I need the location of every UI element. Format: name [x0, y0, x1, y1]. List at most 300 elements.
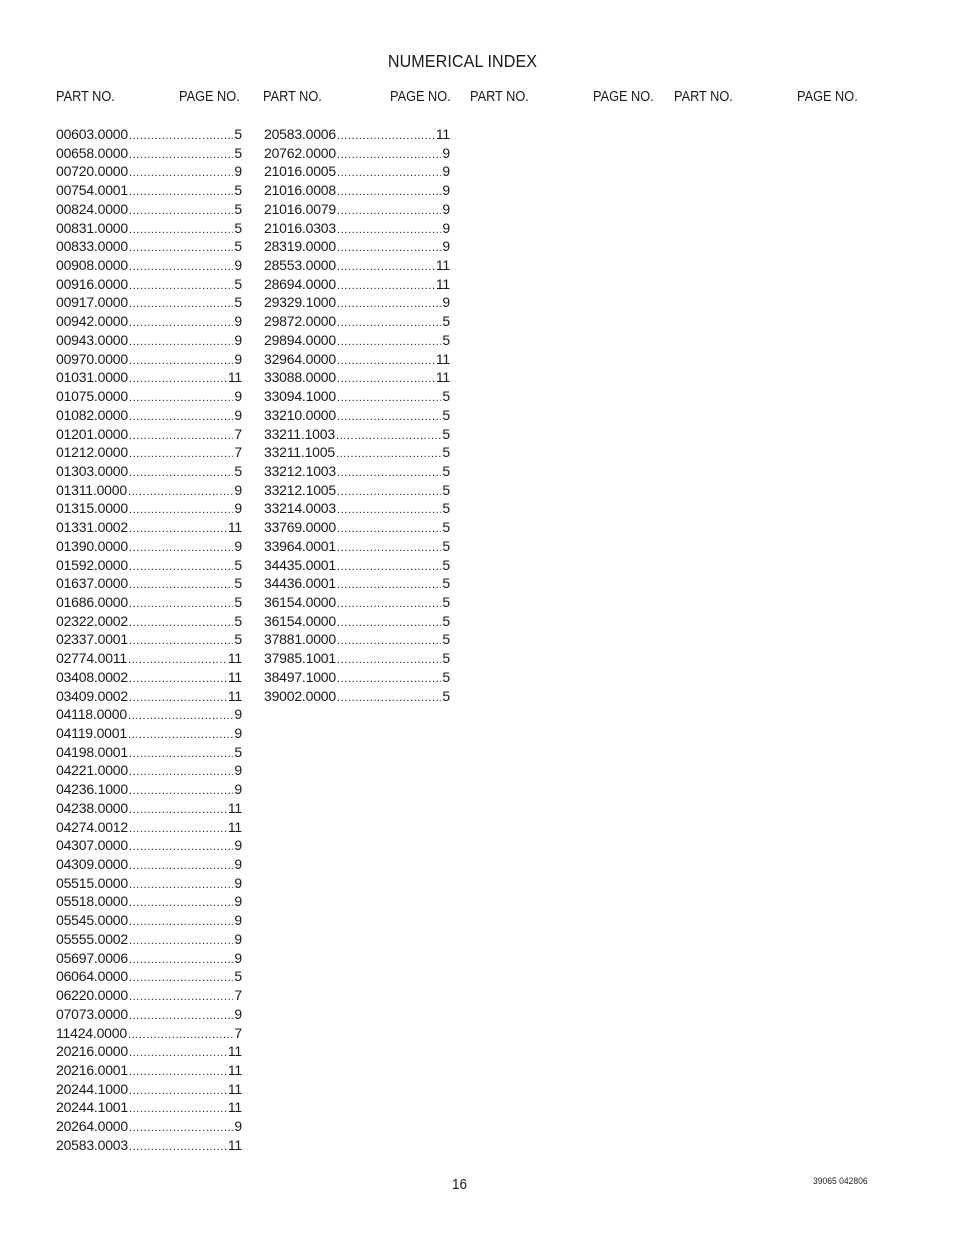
- dot-leader: [129, 932, 233, 949]
- page-number-ref: 9: [234, 856, 242, 873]
- dot-leader: [128, 707, 233, 724]
- page-number-ref: 9: [234, 406, 242, 423]
- part-number: 04118.0000: [56, 706, 127, 723]
- dot-leader: [336, 427, 441, 444]
- page-number-ref: 11: [227, 650, 242, 667]
- page-number-ref: 9: [442, 200, 450, 217]
- dot-leader: [337, 520, 441, 537]
- page-number-ref: 11: [227, 1043, 242, 1060]
- dot-leader: [129, 951, 233, 968]
- part-number: 20216.0000: [56, 1043, 128, 1060]
- dot-leader: [129, 689, 227, 706]
- part-number: 01212.0000: [56, 444, 128, 461]
- page-number-ref: 5: [442, 668, 450, 685]
- index-row: [264, 350, 450, 369]
- index-row: [56, 836, 242, 855]
- part-number: 04198.0001: [56, 743, 128, 760]
- page-number-ref: 5: [234, 182, 242, 199]
- page-number-ref: 5: [234, 593, 242, 610]
- dot-leader: [337, 295, 441, 312]
- page-number-ref: 5: [442, 462, 450, 479]
- page-number-ref: 11: [435, 350, 450, 367]
- index-row: [56, 724, 242, 743]
- page-number-ref: 9: [442, 238, 450, 255]
- dot-leader: [129, 1007, 233, 1024]
- dot-leader: [337, 146, 441, 163]
- index-row: [264, 181, 450, 200]
- part-number: 04274.0012: [56, 818, 128, 835]
- index-row: [56, 425, 242, 444]
- part-number: 20583.0003: [56, 1136, 128, 1153]
- part-number: 33212.1005: [264, 481, 336, 498]
- page-number-ref: 11: [227, 668, 242, 685]
- part-number: 04236.1000: [56, 781, 128, 798]
- page-number-ref: 7: [234, 425, 242, 442]
- dot-leader: [337, 370, 435, 387]
- page-number-ref: 11: [435, 126, 450, 142]
- dot-leader: [129, 558, 233, 575]
- index-row: [264, 425, 450, 444]
- dot-leader: [337, 183, 441, 200]
- dot-leader: [129, 1100, 227, 1117]
- page-number-ref: 5: [442, 537, 450, 554]
- page-number-ref: 9: [234, 930, 242, 947]
- part-number: 02774.0011: [56, 650, 127, 667]
- part-number: 05697.0006: [56, 949, 128, 966]
- dot-leader: [129, 202, 233, 219]
- page-title: NUMERICAL INDEX: [387, 51, 538, 71]
- dot-leader: [129, 1063, 227, 1080]
- index-row: [56, 350, 242, 369]
- page-number-ref: 5: [442, 500, 450, 517]
- index-column-2: [264, 125, 450, 705]
- header-page-no-2: PAGE NO.: [390, 89, 451, 105]
- page-number-ref: 9: [442, 294, 450, 311]
- part-number: 00943.0000: [56, 331, 128, 348]
- dot-leader: [129, 670, 227, 687]
- part-number: 05518.0000: [56, 893, 128, 910]
- index-row: [56, 687, 242, 706]
- part-number: 00720.0000: [56, 163, 128, 180]
- dot-leader: [128, 483, 233, 500]
- part-number: 33211.1003: [264, 425, 335, 442]
- dot-leader: [129, 876, 233, 893]
- dot-leader: [129, 913, 233, 930]
- index-row: [264, 144, 450, 163]
- page-number-ref: 11: [227, 818, 242, 835]
- index-row: [264, 462, 450, 481]
- index-row: [56, 181, 242, 200]
- part-number: 11424.0000: [56, 1024, 127, 1041]
- index-row: [56, 144, 242, 163]
- index-row: [264, 612, 450, 631]
- index-row: [56, 387, 242, 406]
- part-number: 03408.0002: [56, 668, 128, 685]
- part-number: 01201.0000: [56, 425, 128, 442]
- part-number: 01686.0000: [56, 593, 128, 610]
- part-number: 00658.0000: [56, 144, 128, 161]
- index-column-1: [56, 125, 242, 1155]
- dot-leader: [129, 988, 233, 1005]
- part-number: 04307.0000: [56, 837, 128, 854]
- index-row: [56, 1005, 242, 1024]
- index-row: [56, 1024, 242, 1043]
- part-number: 02322.0002: [56, 612, 128, 629]
- page-number-ref: 5: [234, 575, 242, 592]
- dot-leader: [129, 1082, 227, 1099]
- dot-leader: [337, 558, 441, 575]
- dot-leader: [129, 838, 233, 855]
- dot-leader: [337, 576, 441, 593]
- dot-leader: [129, 539, 233, 556]
- dot-leader: [129, 801, 227, 818]
- header-part-no-2: PART NO.: [263, 89, 322, 105]
- index-row: [56, 911, 242, 930]
- part-number: 05515.0000: [56, 874, 128, 891]
- part-number: 20244.1001: [56, 1099, 128, 1116]
- part-number: 20216.0001: [56, 1061, 128, 1078]
- dot-leader: [129, 1044, 227, 1061]
- dot-leader: [129, 464, 233, 481]
- page-number-ref: 5: [442, 481, 450, 498]
- index-row: [264, 593, 450, 612]
- dot-leader: [129, 763, 233, 780]
- index-row: [56, 443, 242, 462]
- part-number: 00908.0000: [56, 257, 128, 274]
- dot-leader: [129, 183, 233, 200]
- page-number-ref: 5: [442, 331, 450, 348]
- part-number: 29894.0000: [264, 331, 336, 348]
- part-number: 01637.0000: [56, 575, 128, 592]
- page-number-ref: 5: [442, 593, 450, 610]
- index-row: [264, 125, 450, 144]
- page-number-ref: 11: [435, 369, 450, 386]
- index-row: [56, 368, 242, 387]
- part-number: 05545.0000: [56, 912, 128, 929]
- index-row: [56, 874, 242, 893]
- page-number-ref: 11: [227, 799, 242, 816]
- part-number: 00833.0000: [56, 238, 128, 255]
- part-number: 00942.0000: [56, 313, 128, 330]
- dot-leader: [129, 632, 233, 649]
- page-number-ref: 5: [234, 631, 242, 648]
- part-number: 33769.0000: [264, 519, 336, 536]
- index-row: [56, 761, 242, 780]
- dot-leader: [128, 1026, 233, 1043]
- part-number: 01592.0000: [56, 556, 128, 573]
- part-number: 02337.0001: [56, 631, 128, 648]
- dot-leader: [337, 464, 441, 481]
- header-page-no-3: PAGE NO.: [593, 89, 654, 105]
- page-number-ref: 5: [234, 743, 242, 760]
- index-row: [56, 1098, 242, 1117]
- index-row: [264, 481, 450, 500]
- part-number: 21016.0005: [264, 163, 336, 180]
- index-row: [56, 275, 242, 294]
- part-number: 03409.0002: [56, 687, 128, 704]
- part-number: 21016.0303: [264, 219, 336, 236]
- dot-leader: [337, 651, 441, 668]
- page-number-ref: 9: [234, 706, 242, 723]
- dot-leader: [129, 370, 227, 387]
- index-row: [56, 930, 242, 949]
- index-row: [264, 275, 450, 294]
- page-number-ref: 5: [234, 556, 242, 573]
- index-row: [56, 1136, 242, 1155]
- part-number: 04119.0001: [56, 725, 127, 741]
- part-number: 34435.0001: [264, 556, 336, 573]
- page-number-ref: 9: [442, 182, 450, 199]
- dot-leader: [129, 969, 233, 986]
- page-number-ref: 5: [442, 631, 450, 648]
- page-number-ref: 5: [234, 968, 242, 985]
- index-row: [56, 574, 242, 593]
- dot-leader: [129, 1119, 233, 1136]
- page-number-ref: 9: [234, 1005, 242, 1022]
- index-row: [56, 799, 242, 818]
- index-row: [56, 406, 242, 425]
- part-number: 06220.0000: [56, 987, 128, 1004]
- header-page-no-1: PAGE NO.: [179, 89, 240, 105]
- index-row: [56, 668, 242, 687]
- index-row: [56, 237, 242, 256]
- dot-leader: [336, 445, 441, 462]
- index-row: [56, 518, 242, 537]
- page-number-ref: 5: [234, 144, 242, 161]
- part-number: 00824.0000: [56, 200, 128, 217]
- part-number: 33094.1000: [264, 388, 336, 405]
- page-number-ref: 9: [234, 1118, 242, 1135]
- part-number: 21016.0079: [264, 200, 336, 217]
- index-row: [264, 537, 450, 556]
- part-number: 39002.0000: [264, 687, 336, 704]
- dot-leader: [337, 352, 435, 369]
- index-row: [264, 368, 450, 387]
- dot-leader: [129, 389, 233, 406]
- index-row: [264, 518, 450, 537]
- dot-leader: [337, 408, 441, 425]
- part-number: 04221.0000: [56, 762, 128, 779]
- part-number: 33210.0000: [264, 406, 336, 423]
- dot-leader: [337, 670, 441, 687]
- page-number-ref: 7: [234, 444, 242, 461]
- dot-leader: [337, 501, 441, 518]
- dot-leader: [129, 239, 233, 256]
- page-number-ref: 5: [234, 219, 242, 236]
- part-number: 01303.0000: [56, 462, 128, 479]
- part-number: 33214.0003: [264, 500, 336, 517]
- part-number: 33211.1005: [264, 444, 335, 461]
- page-number-ref: 11: [227, 519, 242, 536]
- index-row: [56, 331, 242, 350]
- page-number-ref: 11: [227, 1080, 242, 1097]
- page-number-ref: 5: [234, 294, 242, 311]
- index-row: [56, 256, 242, 275]
- dot-leader: [337, 239, 441, 256]
- part-number: 33964.0001: [264, 537, 336, 554]
- dot-leader: [129, 352, 233, 369]
- index-row: [56, 649, 242, 668]
- index-row: [264, 237, 450, 256]
- page-number-ref: 7: [234, 1024, 242, 1041]
- index-row: [264, 219, 450, 238]
- part-number: 01331.0002: [56, 519, 128, 536]
- page-number-ref: 5: [234, 462, 242, 479]
- dot-leader: [129, 408, 233, 425]
- dot-leader: [129, 445, 233, 462]
- page-number-ref: 9: [234, 481, 242, 498]
- page-number-ref: 11: [227, 687, 242, 704]
- dot-leader: [129, 221, 233, 238]
- part-number: 37985.1001: [264, 650, 336, 667]
- page-number-ref: 9: [234, 331, 242, 348]
- index-row: [264, 293, 450, 312]
- dot-leader: [129, 127, 233, 144]
- page-number-ref: 5: [442, 444, 450, 461]
- header-page-no-4: PAGE NO.: [797, 89, 858, 105]
- part-number: 28553.0000: [264, 257, 336, 274]
- index-row: [264, 331, 450, 350]
- index-row: [56, 312, 242, 331]
- dot-leader: [129, 146, 233, 163]
- dot-leader: [129, 520, 227, 537]
- dot-leader: [337, 127, 435, 144]
- document-code: 39065 042806: [813, 1176, 868, 1187]
- dot-leader: [129, 295, 233, 312]
- dot-leader: [129, 501, 233, 518]
- part-number: 36154.0000: [264, 612, 336, 629]
- dot-leader: [337, 632, 441, 649]
- index-row: [56, 855, 242, 874]
- page-number-ref: 9: [234, 912, 242, 929]
- dot-leader: [129, 782, 233, 799]
- index-row: [56, 537, 242, 556]
- part-number: 20264.0000: [56, 1118, 128, 1135]
- page-number-ref: 5: [442, 612, 450, 629]
- dot-leader: [337, 258, 435, 275]
- dot-leader: [337, 595, 441, 612]
- index-row: [264, 499, 450, 518]
- index-row: [56, 556, 242, 575]
- index-row: [264, 668, 450, 687]
- index-row: [264, 312, 450, 331]
- part-number: 00916.0000: [56, 275, 128, 292]
- part-number: 07073.0000: [56, 1005, 128, 1022]
- page-number-ref: 5: [442, 388, 450, 405]
- page-number-ref: 5: [234, 612, 242, 629]
- index-row: [264, 574, 450, 593]
- part-number: 33088.0000: [264, 369, 336, 386]
- page-number-ref: 9: [442, 144, 450, 161]
- page-number-ref: 5: [442, 687, 450, 704]
- index-row: [264, 200, 450, 219]
- part-number: 04309.0000: [56, 856, 128, 873]
- part-number: 32964.0000: [264, 350, 336, 367]
- page-number-ref: 11: [227, 369, 242, 386]
- part-number: 01075.0000: [56, 388, 128, 405]
- index-row: [56, 200, 242, 219]
- dot-leader: [337, 202, 441, 219]
- dot-leader: [337, 314, 441, 331]
- header-part-no-4: PART NO.: [674, 89, 733, 105]
- part-number: 00603.0000: [56, 126, 128, 142]
- page-number-ref: 9: [234, 874, 242, 891]
- dot-leader: [337, 614, 441, 631]
- index-row: [264, 687, 450, 706]
- index-row: [264, 387, 450, 406]
- part-number: 37881.0000: [264, 631, 336, 648]
- index-row: [56, 967, 242, 986]
- index-row: [56, 949, 242, 968]
- page-number-ref: 5: [442, 575, 450, 592]
- page-number-ref: 5: [442, 519, 450, 536]
- index-row: [56, 593, 242, 612]
- part-number: 00754.0001: [56, 182, 128, 199]
- part-number: 36154.0000: [264, 593, 336, 610]
- page-number-ref: 7: [234, 987, 242, 1004]
- page-number-ref: 9: [234, 500, 242, 517]
- page-number-ref: 9: [234, 837, 242, 854]
- index-row: [56, 705, 242, 724]
- dot-leader: [129, 427, 233, 444]
- index-row: [56, 293, 242, 312]
- part-number: 00917.0000: [56, 294, 128, 311]
- page-number-ref: 9: [234, 762, 242, 779]
- index-row: [56, 125, 242, 144]
- page-number-ref: 9: [234, 163, 242, 180]
- dot-leader: [337, 483, 441, 500]
- page-number-ref: 9: [442, 163, 450, 180]
- dot-leader: [337, 164, 441, 181]
- page-number-ref: 5: [442, 556, 450, 573]
- dot-leader: [129, 745, 233, 762]
- page-number-ref: 5: [442, 406, 450, 423]
- page-number-ref: 5: [234, 238, 242, 255]
- dot-leader: [337, 221, 441, 238]
- part-number: 28694.0000: [264, 275, 336, 292]
- part-number: 38497.1000: [264, 668, 336, 685]
- part-number: 20244.1000: [56, 1080, 128, 1097]
- index-row: [56, 1061, 242, 1080]
- page-number-ref: 9: [234, 537, 242, 554]
- index-row: [56, 462, 242, 481]
- dot-leader: [129, 277, 233, 294]
- page-number-ref: 11: [435, 257, 450, 274]
- dot-leader: [129, 258, 233, 275]
- page-number-ref: 5: [442, 650, 450, 667]
- page-number-ref: 5: [234, 126, 242, 142]
- index-row: [56, 1080, 242, 1099]
- part-number: 29329.1000: [264, 294, 336, 311]
- dot-leader: [129, 314, 233, 331]
- page-number-ref: 9: [442, 219, 450, 236]
- page-number: 16: [452, 1176, 468, 1193]
- index-row: [56, 1117, 242, 1136]
- index-row: [56, 743, 242, 762]
- index-row: [56, 818, 242, 837]
- dot-leader: [129, 576, 233, 593]
- dot-leader: [337, 277, 435, 294]
- page-number-ref: 9: [234, 388, 242, 405]
- index-row: [56, 162, 242, 181]
- index-row: [56, 986, 242, 1005]
- part-number: 29872.0000: [264, 313, 336, 330]
- dot-leader: [337, 389, 441, 406]
- dot-leader: [129, 820, 227, 837]
- page-number-ref: 9: [234, 257, 242, 274]
- part-number: 01082.0000: [56, 406, 128, 423]
- header-part-no-1: PART NO.: [56, 89, 115, 105]
